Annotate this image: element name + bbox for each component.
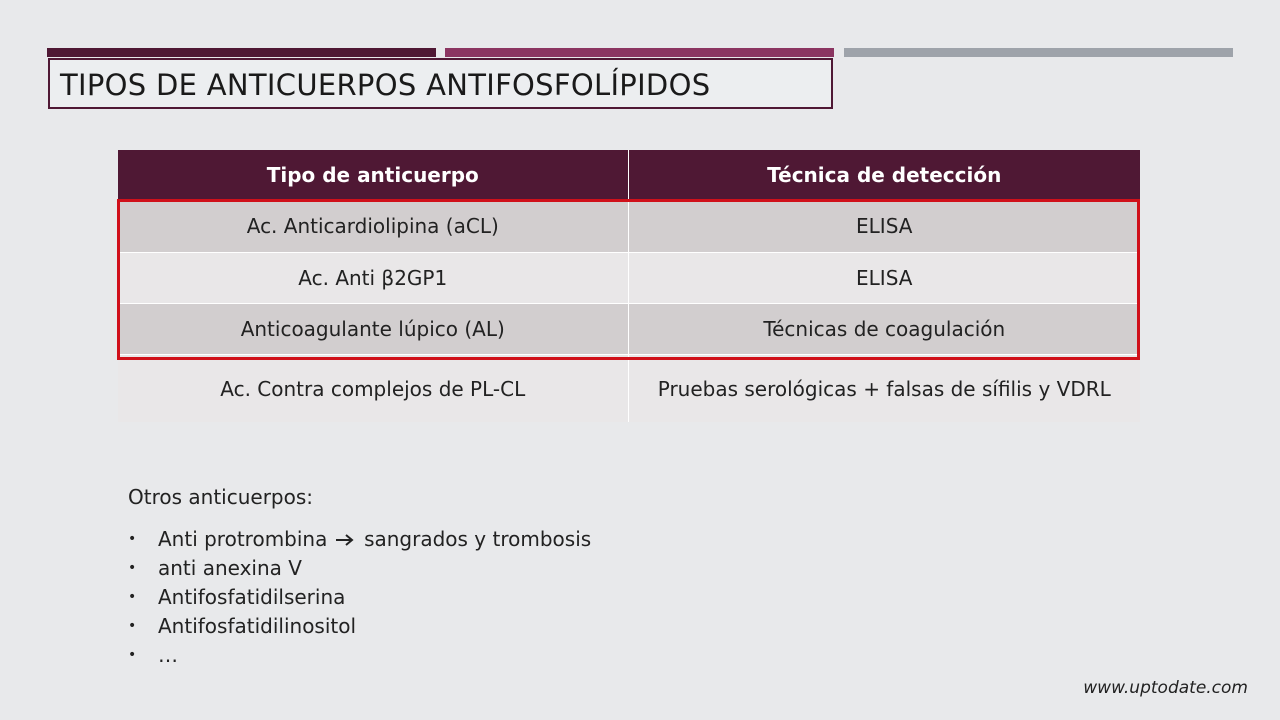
others-list (128, 525, 591, 670)
cell-antibody: Ac. Anticardiolipina (aCL) (118, 200, 628, 253)
source-credit: www.uptodate.com (1083, 678, 1248, 698)
bullet: • (128, 647, 137, 663)
bullet: • (128, 531, 137, 547)
cell-technique: ELISA (628, 253, 1140, 304)
list-item (128, 583, 591, 612)
cell-technique: Técnicas de coagulación (628, 304, 1140, 355)
title-box (48, 58, 833, 109)
bullet: • (128, 589, 137, 605)
table-row (118, 200, 1140, 253)
table-header-row (118, 150, 1140, 200)
cell-technique: ELISA (628, 200, 1140, 253)
slide-title: TIPOS DE ANTICUERPOS ANTIFOSFOLÍPIDOS (60, 68, 711, 102)
table-row (118, 304, 1140, 355)
accent-bar-gray (844, 48, 1233, 57)
list-item-text: Antifosfatidilserina (158, 585, 346, 609)
table-row (118, 355, 1140, 423)
list-item-text-part2: sangrados y trombosis (357, 527, 592, 551)
cell-technique: Pruebas serológicas + falsas de sífilis y VDRL (628, 355, 1140, 423)
accent-bar-mid (445, 48, 834, 57)
antibody-table (118, 150, 1140, 422)
list-item (128, 612, 591, 641)
table-row (118, 253, 1140, 304)
list-item-text: Antifosfatidilinositol (158, 614, 357, 638)
list-item (128, 641, 591, 670)
list-item (128, 554, 591, 583)
bullet: • (128, 618, 137, 634)
header-detection-technique: Técnica de detección (628, 150, 1140, 200)
list-item-text: anti anexina V (158, 556, 302, 580)
list-item-text (158, 527, 591, 551)
list-item-text: … (158, 643, 178, 667)
cell-antibody: Ac. Contra complejos de PL-CL (118, 355, 628, 423)
cell-antibody: Anticoagulante lúpico (AL) (118, 304, 628, 355)
header-antibody-type: Tipo de anticuerpo (118, 150, 628, 200)
bullet: • (128, 560, 137, 576)
accent-bar-dark (47, 48, 436, 57)
list-item (128, 525, 591, 554)
cell-antibody: Ac. Anti β2GP1 (118, 253, 628, 304)
list-item-text-part1: Anti protrombina (158, 527, 334, 551)
others-heading: Otros anticuerpos: (128, 485, 313, 509)
right-arrow-icon (334, 526, 356, 555)
